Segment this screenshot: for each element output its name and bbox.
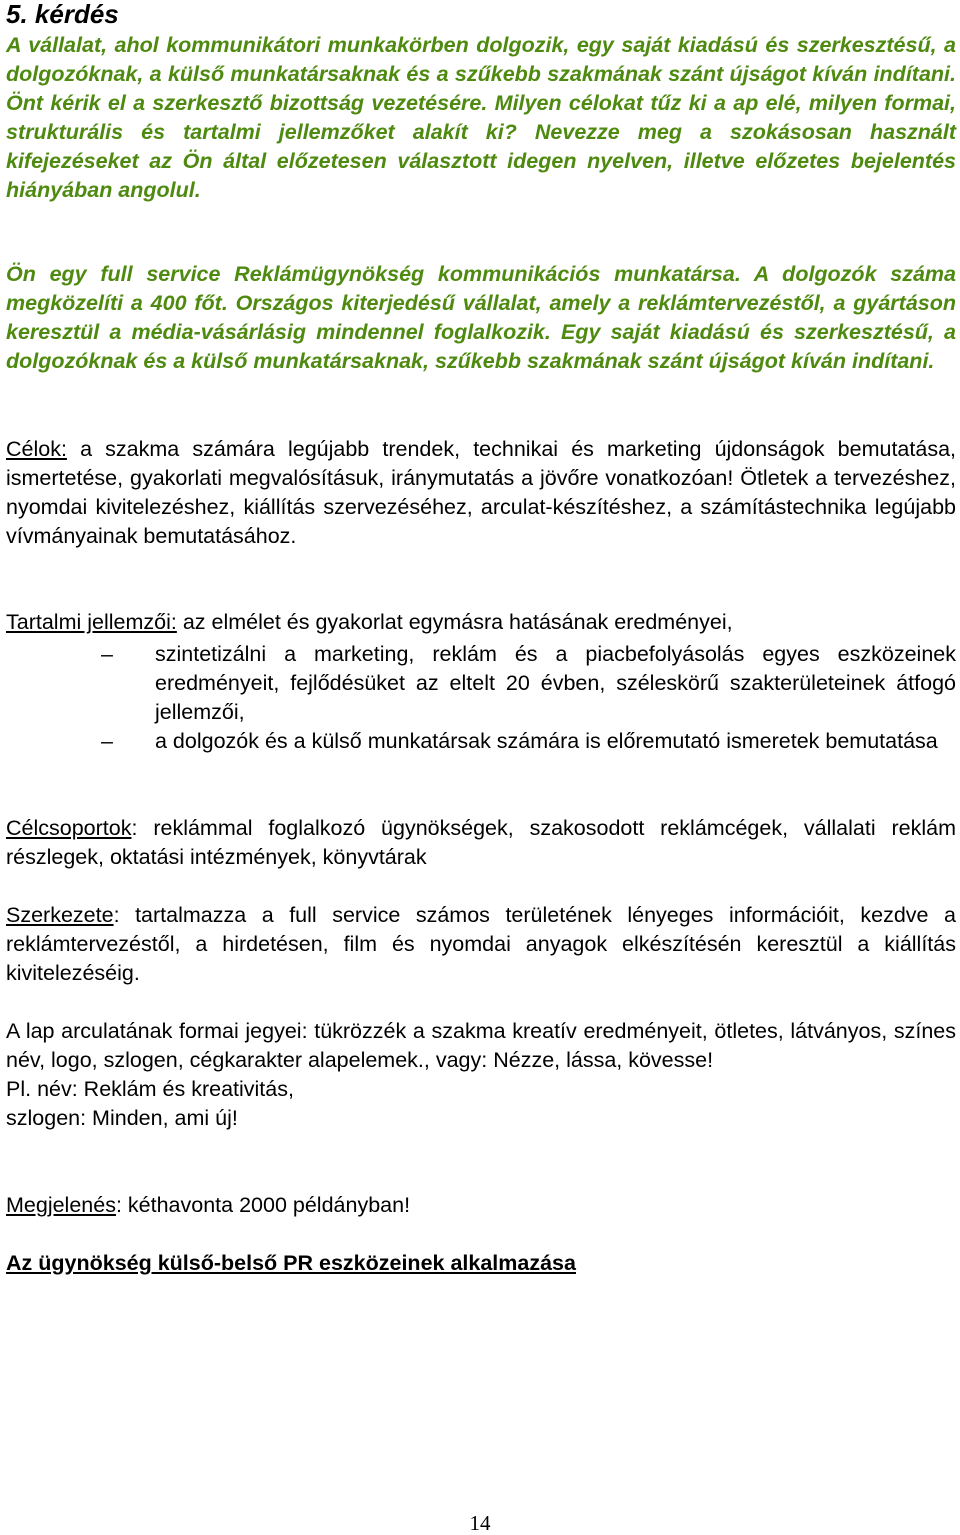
scenario-block — [6, 260, 956, 376]
question-title: 5. kérdés — [6, 0, 119, 29]
content-bullet-list — [6, 640, 956, 756]
bullet-item — [6, 727, 956, 756]
content-text: az elmélet és gyakorlat egymásra hatásának eredményei, — [176, 610, 733, 634]
section-heading: Az ügynökség külső-belső PR eszközeinek alkalmazása — [6, 1251, 576, 1275]
question-block — [6, 0, 956, 205]
target-paragraph — [6, 814, 956, 872]
question-prompt: A vállalat, ahol kommunikátori munkakörben dolgozik, egy saját kiadású és szerkesztésű, a dolgozóknak, a külső munkatársaknak és a szűkebb szakmának szánt újságot kíván indítani. Önt kérik el a szerkesztő bizottság vezetésére. Milyen célokat tűz ki a ap elé, milyen formai, strukturális és tartalmi jellemzőket alakít ki? Nevezze meg a szokásosan használt kifejezéseket az Ön által előzetesen választott idegen nyelven, illetve előzetes bejelentés hiányában angolul. — [6, 33, 956, 202]
goals-paragraph — [6, 435, 956, 551]
frequency-block — [6, 1191, 956, 1220]
bullet-text: szintetizálni a marketing, reklám és a piacbefolyásolás egyes eszközeinek eredményeit, fejlődésüket az eltelt 20 évben, széleskörű szakterületeinek átfogó jellemzői, — [155, 642, 956, 724]
identity-block — [6, 1017, 956, 1133]
structure-paragraph — [6, 901, 956, 988]
bullet-item — [6, 640, 956, 727]
frequency-label: Megjelenés — [6, 1193, 116, 1217]
content-label: Tartalmi jellemzői: — [6, 610, 177, 634]
frequency-text: : kéthavonta 2000 példányban! — [115, 1193, 411, 1217]
goals-block — [6, 435, 956, 551]
identity-paragraph: A lap arculatának formai jegyei: tükrözzék a szakma kreatív eredményeit, ötletes, látványos, színes név, logo, szlogen, cégkarakter alapelemek., vagy: Nézze, lássa, kövesse! — [6, 1019, 956, 1072]
structure-block — [6, 901, 956, 988]
slogan-line: szlogen: Minden, ami új! — [6, 1106, 238, 1130]
structure-text: : tartalmazza a full service számos területének lényeges információit, kezdve a reklámtervezéstől, a hirdetésen, film és nyomdai anyagok elkészítésén keresztül a kiállítás kivitelezéséig. — [6, 903, 956, 985]
content-paragraph — [6, 608, 956, 637]
target-label: Célcsoportok — [6, 816, 132, 840]
scenario-text: Ön egy full service Reklámügynökség kommunikációs munkatársa. A dolgozók száma megközelíti a 400 főt. Országos kiterjedésű vállalat, amely a reklámtervezéstől, a gyártáson keresztül a média-vásárlásig mindennel foglalkozik. Egy saját kiadású és szerkesztésű, a dolgozóknak és a külső munkatársaknak, szűkebb szakmának szánt újságot kíván indítani. — [6, 262, 956, 373]
bullet-dash: – — [101, 642, 113, 666]
goals-text: a szakma számára legújabb trendek, technikai és marketing újdonságok bemutatása, ismertetése, gyakorlati megvalósításuk, iránymutatás a jövőre vonatkozóan! Ötletek a tervezéshez, nyomdai kivitelezéshez, kiállítás szervezéséhez, arculat-készítéshez, a számítástechnika legújabb vívmányainak bemutatásához. — [6, 437, 956, 548]
bullet-dash: – — [101, 729, 113, 753]
frequency-paragraph — [6, 1191, 956, 1220]
content-block — [6, 608, 956, 756]
name-line: Pl. név: Reklám és kreativitás, — [6, 1077, 294, 1101]
target-block — [6, 814, 956, 872]
section-heading-block — [6, 1249, 956, 1278]
target-text: : reklámmal foglalkozó ügynökségek, szakosodott reklámcégek, vállalati reklám részlegek, oktatási intézmények, könyvtárak — [6, 816, 956, 869]
bullet-text: a dolgozók és a külső munkatársak számára is előremutató ismeretek bemutatása — [155, 729, 938, 753]
structure-label: Szerkezete — [6, 903, 114, 927]
page-number: 14 — [469, 1511, 491, 1535]
goals-label: Célok: — [6, 437, 67, 461]
